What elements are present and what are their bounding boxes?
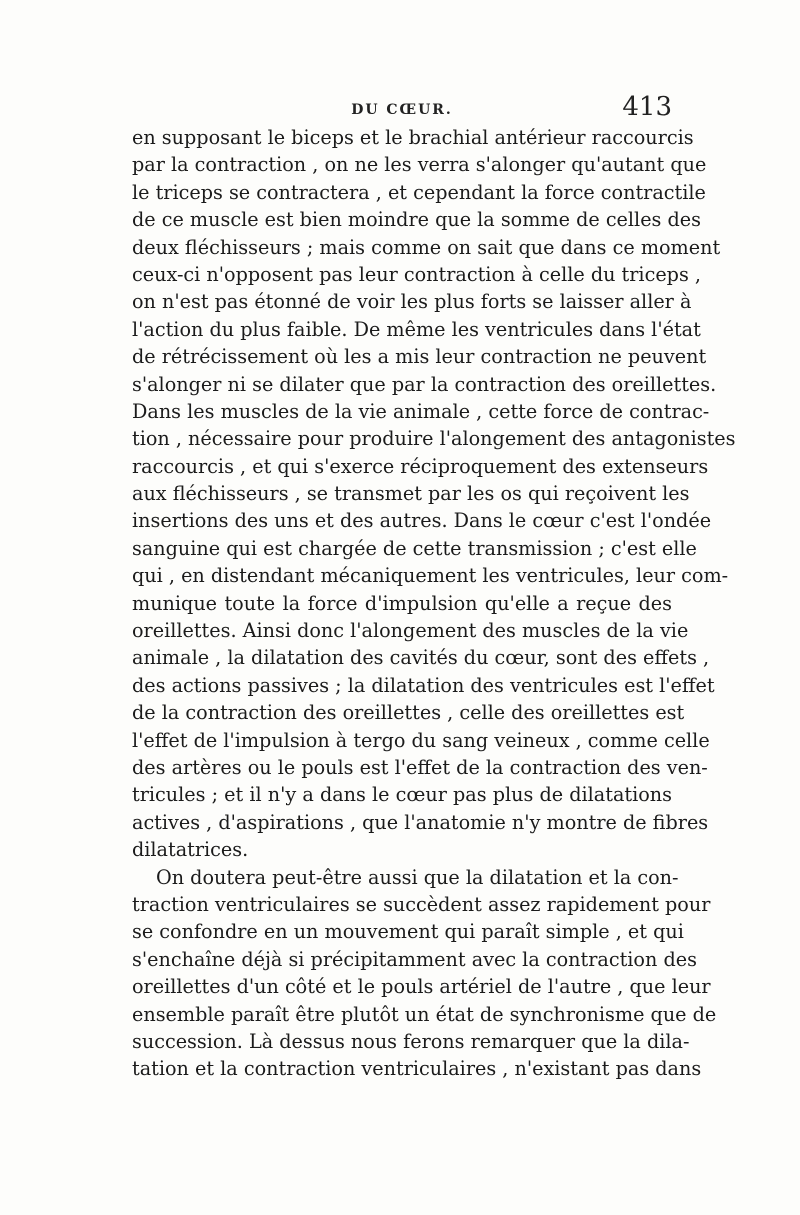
text-line: on n'est pas étonné de voir les plus forts se laisser aller à	[132, 290, 692, 314]
text-line: oreillettes. Ainsi donc l'alongement des muscles de la vie	[132, 619, 689, 643]
text-line: oreillettes d'un côté et le pouls artériel de l'autre , que leur	[132, 975, 711, 999]
text-line: s'enchaîne déjà si précipitamment avec la contraction des	[132, 947, 697, 971]
text-line: deux fléchisseurs ; mais comme on sait que dans ce moment	[132, 235, 721, 259]
paragraph-start-line: On doutera peut-être aussi que la dilatation et la con-	[156, 865, 679, 889]
text-line: raccourcis , et qui s'exerce réciproquement des extenseurs	[132, 454, 709, 478]
text-line: ensemble paraît être plutôt un état de synchronisme que de	[132, 1002, 717, 1026]
body-text	[132, 124, 736, 1083]
text-line: en supposant le biceps et le brachial antérieur raccourcis	[132, 126, 694, 149]
text-line: sanguine qui est chargée de cette transmission ; c'est elle	[132, 536, 697, 560]
text-line: animale , la dilatation des cavités du cœur, sont des effets ,	[132, 646, 710, 670]
text-line: se confondre en un mouvement qui paraît simple , et qui	[132, 920, 684, 944]
text-line: munique toute la force d'impulsion qu'elle a reçue des	[132, 591, 672, 615]
text-line: le triceps se contractera , et cependant la force contractile	[132, 180, 706, 204]
text-line: tation et la contraction ventriculaires , n'existant pas dans	[132, 1057, 702, 1081]
text-line: des actions passives ; la dilatation des ventricules est l'effet	[132, 673, 715, 697]
text-line: l'effet de l'impulsion à tergo du sang veineux , comme celle	[132, 728, 710, 752]
page-header	[132, 92, 672, 128]
text-line: tricules ; et il n'y a dans le cœur pas plus de dilatations	[132, 783, 672, 807]
running-title: DU CŒUR.	[351, 102, 453, 118]
text-line: Dans les muscles de la vie animale , cette force de contrac-	[132, 399, 710, 423]
paragraph-end-line: dilatatrices.	[132, 838, 249, 862]
text-line: traction ventriculaires se succèdent assez rapidement pour	[132, 892, 711, 916]
text-line: insertions des uns et des autres. Dans le cœur c'est l'ondée	[132, 509, 712, 533]
text-line: aux fléchisseurs , se transmet par les os qui reçoivent les	[132, 482, 690, 506]
text-line: l'action du plus faible. De même les ventricules dans l'état	[132, 317, 701, 341]
text-line: de rétrécissement où les a mis leur contraction ne peuvent	[132, 345, 707, 369]
page-number: 413	[622, 92, 672, 122]
text-line: tion , nécessaire pour produire l'alongement des antagonistes	[132, 427, 736, 451]
text-line: succession. Là dessus nous ferons remarquer que la dila-	[132, 1029, 690, 1053]
text-line: de ce muscle est bien moindre que la somme de celles des	[132, 208, 701, 232]
text-line: par la contraction , on ne les verra s'alonger qu'autant que	[132, 153, 707, 177]
text-line: des artères ou le pouls est l'effet de la contraction des ven-	[132, 755, 708, 779]
text-line: de la contraction des oreillettes , celle des oreillettes est	[132, 701, 685, 725]
text-line: actives , d'aspirations , que l'anatomie n'y montre de fibres	[132, 810, 709, 834]
text-line: s'alonger ni se dilater que par la contraction des oreillettes.	[132, 372, 717, 396]
text-line: ceux-ci n'opposent pas leur contraction à celle du triceps ,	[132, 262, 702, 286]
text-line: qui , en distendant mécaniquement les ventricules, leur com-	[132, 564, 729, 588]
